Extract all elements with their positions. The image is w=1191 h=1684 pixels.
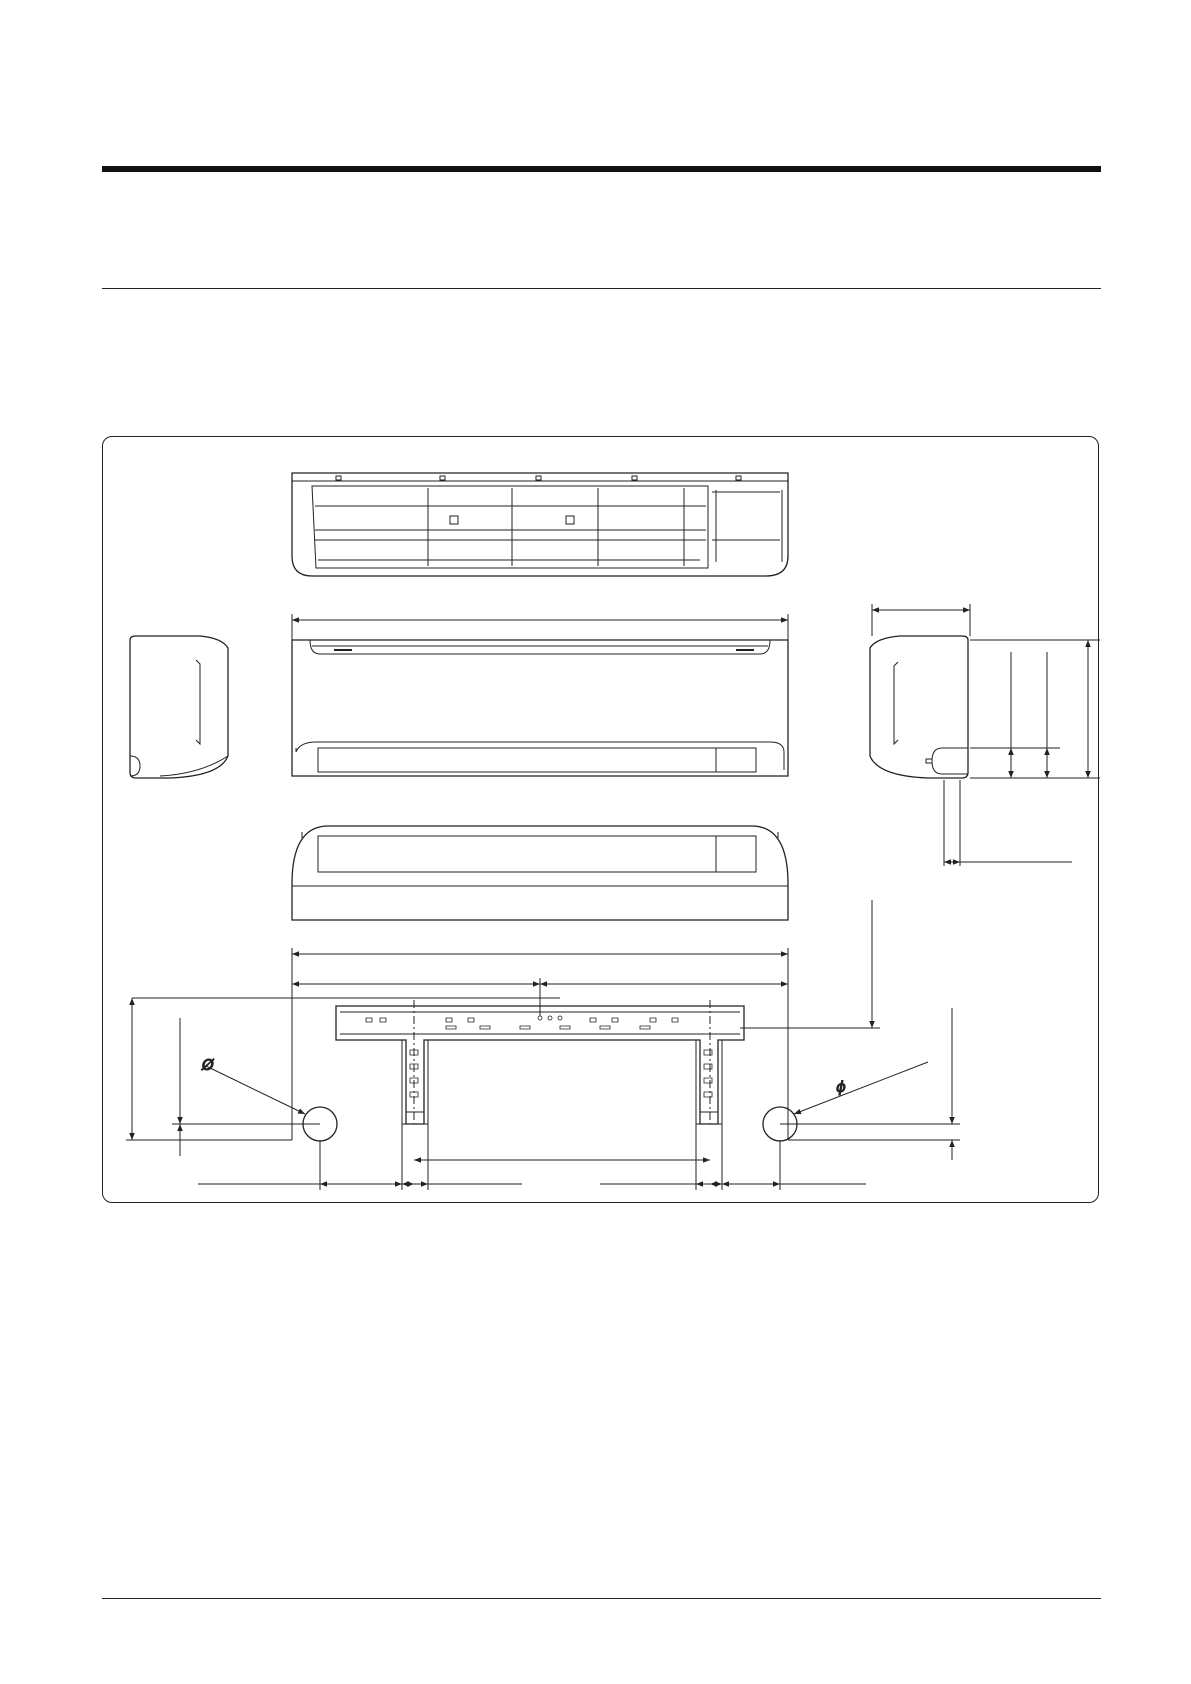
dimension-lines bbox=[126, 604, 1100, 1190]
top-view bbox=[292, 473, 788, 576]
front-view bbox=[292, 640, 788, 776]
right-side-view bbox=[870, 636, 968, 778]
bottom-view bbox=[292, 826, 788, 920]
diameter-symbol-right: ϕ bbox=[836, 1078, 846, 1096]
left-side-view bbox=[130, 636, 228, 778]
installation-plate bbox=[303, 1000, 797, 1141]
diameter-symbol-left: Ø bbox=[202, 1056, 214, 1074]
